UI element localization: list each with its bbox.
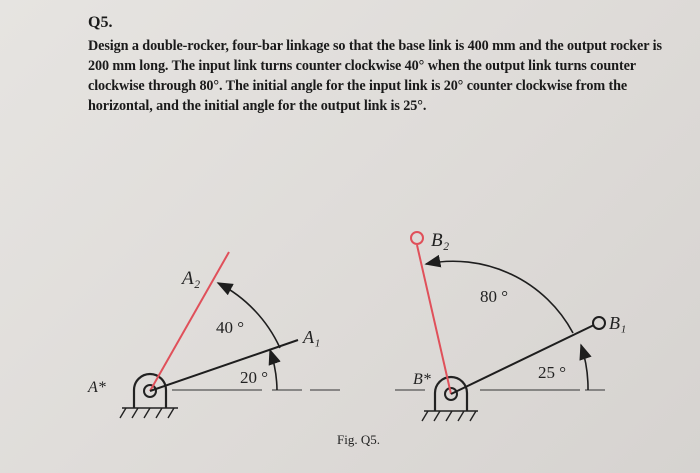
angle-label-40: 40 ° bbox=[216, 318, 245, 337]
figure-caption: Fig. Q5. bbox=[337, 432, 380, 447]
link-label-b2: B₂ bbox=[431, 230, 450, 251]
joint-b1-icon bbox=[593, 317, 605, 329]
pivot-label-b-star: B* bbox=[413, 371, 431, 388]
initial-angle-arc bbox=[581, 345, 588, 390]
initial-angle-arc bbox=[270, 350, 277, 390]
link-a1 bbox=[150, 340, 298, 391]
swept-angle-arc bbox=[218, 283, 280, 348]
link-label-b1: B₁ bbox=[609, 313, 627, 333]
question-text: Design a double-rocker, four-bar linkage so that the base link is 400 mm and the output rocker is 200 mm long. The input link turns counter clockwise 40° when the output link turns counter clockwise through 80°. The initial angle for the input link is 20° counter clockwise from the horizontal, and the initial angle for the output link is 25°. bbox=[88, 38, 662, 114]
angle-label-25: 25 ° bbox=[538, 363, 567, 382]
ground-hatch-icon bbox=[120, 408, 178, 418]
angle-label-80: 80 ° bbox=[480, 287, 509, 306]
pivot-label-a-star: A* bbox=[88, 379, 106, 396]
ground-hatch-icon bbox=[422, 411, 478, 421]
link-label-a2: A₂ bbox=[182, 268, 201, 289]
link-label-a1: A₁ bbox=[303, 327, 321, 347]
link-b1 bbox=[451, 325, 594, 394]
left-linkage bbox=[87, 252, 340, 418]
joint-b2-icon bbox=[411, 232, 423, 244]
right-linkage bbox=[395, 230, 626, 421]
angle-label-20: 20 ° bbox=[240, 368, 269, 387]
question-number: Q5. bbox=[88, 14, 113, 31]
